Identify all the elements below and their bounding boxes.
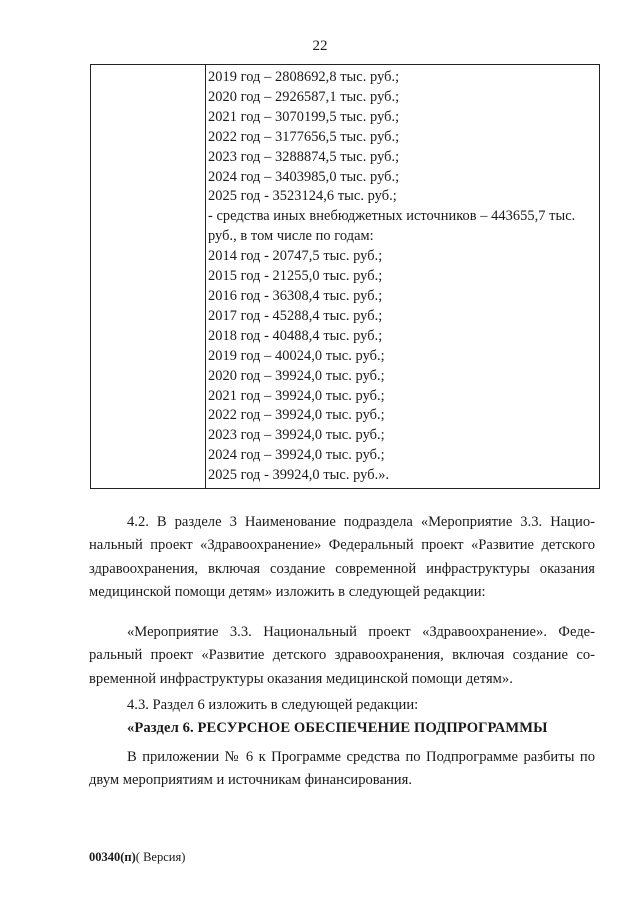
table-line: 2015 год - 21255,0 тыс. руб.; [208, 268, 383, 285]
paragraph-line: временной инфраструктуры оказания медицинской помощи детям». [89, 670, 513, 687]
table-line: 2018 год - 40488,4 тыс. руб.; [208, 327, 383, 344]
paragraph-4-2 [89, 511, 595, 605]
paragraph-line: 4.2. В разделе 3 Наименование подраздела «Мероприятие 3.3. Нацио- [127, 514, 595, 530]
document-version: ( Версия) [135, 850, 186, 864]
table-line: 2021 год – 3070199,5 тыс. руб.; [208, 108, 400, 125]
paragraph-annex [89, 746, 595, 793]
table-line: 2024 год – 39924,0 тыс. руб.; [208, 447, 385, 464]
table-line: 2025 год - 3523124,6 тыс. руб.; [208, 188, 397, 205]
table-line: 2022 год – 3177656,5 тыс. руб.; [208, 128, 400, 145]
table-line: 2016 год - 36308,4 тыс. руб.; [208, 287, 383, 304]
table-line: 2017 год - 45288,4 тыс. руб.; [208, 307, 383, 324]
page-number: 22 [312, 38, 328, 54]
table-line: 2025 год - 39924,0 тыс. руб.». [208, 467, 390, 484]
table-line: 2020 год – 39924,0 тыс. руб.; [208, 367, 385, 384]
paragraph-4-3 [89, 694, 595, 717]
paragraph-line: В приложении № 6 к Программе средства по Подпрограмме разбиты по [127, 749, 595, 765]
section-heading: «Раздел 6. РЕСУРСНОЕ ОБЕСПЕЧЕНИЕ ПОДПРОГРАММЫ [127, 720, 548, 736]
table-line: 2023 год – 3288874,5 тыс. руб.; [208, 148, 400, 165]
paragraph-line: нальный проект «Здравоохранение» Федеральный проект «Развитие детского [89, 537, 595, 554]
document-code: 00340(п) [89, 850, 136, 864]
table-line: 2019 год – 40024,0 тыс. руб.; [208, 347, 385, 364]
table-line: 2024 год – 3403985,0 тыс. руб.; [208, 168, 400, 185]
table-line: руб., в том числе по годам: [208, 228, 374, 245]
paragraph-line: «Мероприятие 3.3. Национальный проект «Здравоохранение». Феде- [127, 624, 595, 640]
paragraph-quote [89, 621, 595, 691]
funding-table-cell [208, 68, 593, 486]
table-line: 2023 год – 39924,0 тыс. руб.; [208, 427, 385, 444]
paragraph-line: ральный проект «Развитие детского здравоохранения, включая создание со- [89, 647, 595, 664]
funding-table [90, 64, 600, 489]
table-column-divider [205, 65, 206, 488]
table-line: - средства иных внебюджетных источников – 443655,7 тыс. [208, 208, 576, 225]
table-line: 2020 год – 2926587,1 тыс. руб.; [208, 88, 400, 105]
table-line: 2022 год – 39924,0 тыс. руб.; [208, 407, 385, 424]
paragraph-line: 4.3. Раздел 6 изложить в следующей редакции: [127, 697, 419, 713]
footer-document-code [89, 850, 185, 865]
paragraph-line: медицинской помощи детям» изложить в следующей редакции: [89, 584, 486, 601]
paragraph-line: двум мероприятиям и источникам финансирования. [89, 772, 412, 789]
table-line: 2019 год – 2808692,8 тыс. руб.; [208, 69, 400, 85]
table-line: 2021 год – 39924,0 тыс. руб.; [208, 387, 385, 404]
table-line: 2014 год - 20747,5 тыс. руб.; [208, 248, 383, 265]
paragraph-line: здравоохранения, включая создание современной инфраструктуры оказания [89, 560, 595, 577]
